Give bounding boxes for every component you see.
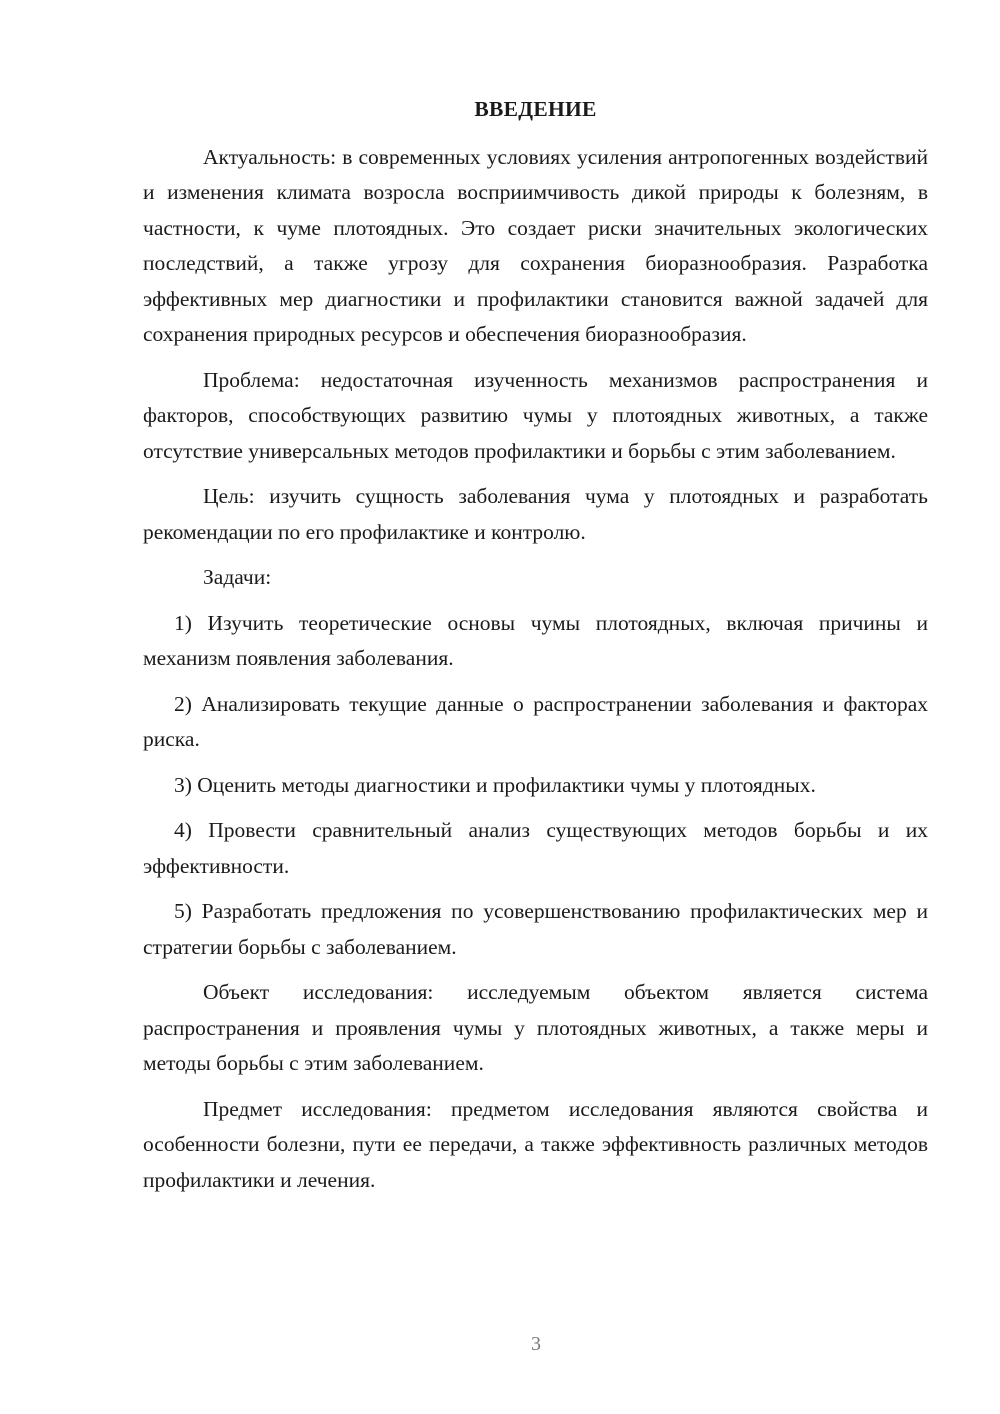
paragraph-goal: Цель: изучить сущность заболевания чума у плотоядных и разработать рекомендации по его профилактике и контролю.	[143, 484, 928, 544]
tasks-heading: Задачи:	[203, 565, 272, 589]
task-item-4: 4) Провести сравнительный анализ существующих методов борьбы и их эффективности.	[143, 818, 928, 878]
task-item-3: 3) Оценить методы диагностики и профилактики чумы у плотоядных.	[174, 772, 816, 797]
section-title: ВВЕДЕНИЕ	[474, 97, 597, 121]
task-item-1: 1) Изучить теоретические основы чумы плотоядных, включая причины и механизм появления заболевания.	[143, 610, 928, 670]
task-item-2: 2) Анализировать текущие данные о распространении заболевания и факторах риска.	[143, 691, 928, 751]
paragraph-problem: Проблема: недостаточная изученность механизмов распространения и факторов, способствующих развитию чумы у плотоядных животных, а также отсутствие универсальных методов профилактики и борьбы с этим заболеванием.	[143, 367, 928, 463]
paragraph-relevance: Актуальность: в современных условиях усиления антропогенных воздействий и изменения климата возросла восприимчивость дикой природы к болезням, в частности, к чуме плотоядных. Это создает риски значительных экологических последствий, а также угрозу для сохранения биоразнообразия. Разработка эффективных мер диагностики и профилактики становится важной задачей для сохранения природных ресурсов и обеспечения биоразнообразия.	[143, 144, 928, 346]
page-number: 3	[531, 1333, 541, 1355]
task-item-5: 5) Разработать предложения по усовершенствованию профилактических мер и стратегии борьбы с заболеванием.	[143, 899, 928, 959]
paragraph-object: Объект исследования: исследуемым объектом является система распространения и проявления чумы у плотоядных животных, а также меры и методы борьбы с этим заболеванием.	[143, 980, 928, 1075]
page-content	[143, 92, 928, 1208]
paragraph-subject: Предмет исследования: предметом исследования являются свойства и особенности болезни, пути ее передачи, а также эффективность различных методов профилактики и лечения.	[143, 1096, 928, 1192]
